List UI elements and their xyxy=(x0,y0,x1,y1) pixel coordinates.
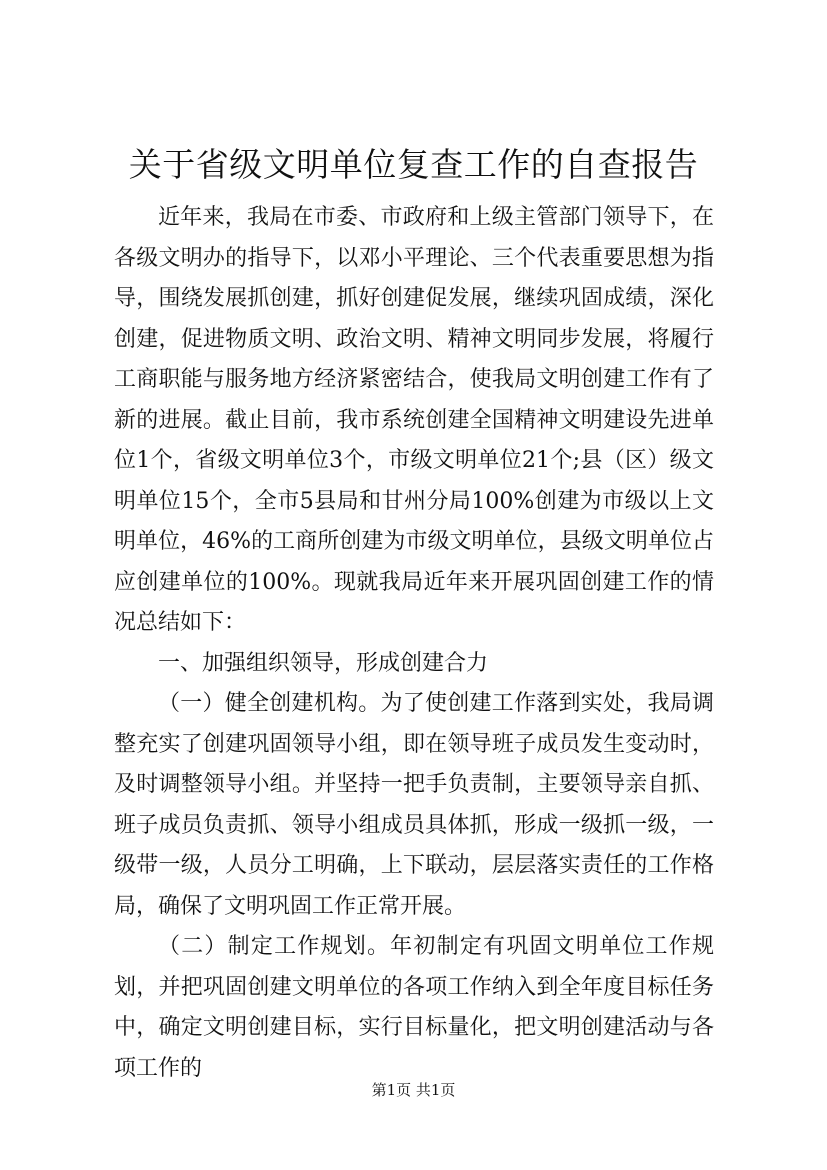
section-heading-1: 一、加强组织领导，形成创建合力 xyxy=(158,650,489,676)
paragraph-intro: 近年来，我局在市委、市政府和上级主管部门领导下，在各级文明办的指导下，以邓小平理论、三个代表重要思想为指导，围绕发展抓创建，抓好创建促发展，继续巩固成绩，深化创建，促进物质文明、政治文明、精神文明同步发展，将履行工商职能与服务地方经济紧密结合，使我局文明创建工作有了新的进展。截止目前，我市系统创建全国精神文明建设先进单位1个，省级文明单位3个，市级文明单位21个;县（区）级文明单位15个，全市5县局和甘州分局100%创建为市级以上文明单位，46%的工商所创建为市级文明单位，县级文明单位占应创建单位的100%。现就我局近年来开展巩固创建工作的情况总结如下： xyxy=(114,205,714,635)
document-body xyxy=(114,198,714,1089)
paragraph-sub-1: （一）健全创建机构。为了使创建工作落到实处，我局调整充实了创建巩固领导小组，即在领导班子成员发生变动时，及时调整领导小组。并坚持一把手负责制，主要领导亲自抓、班子成员负责抓、领导小组成员具体抓，形成一级抓一级，一级带一级，人员分工明确，上下联动，层层落实责任的工作格局，确保了文明巩固工作正常开展。 xyxy=(114,691,714,919)
document-title: 关于省级文明单位复查工作的自查报告 xyxy=(128,145,699,184)
paragraph-sub-2: （二）制定工作规划。年初制定有巩固文明单位工作规划，并把巩固创建文明单位的各项工作纳入到全年度目标任务中，确定文明创建目标，实行目标量化，把文明创建活动与各项工作的 xyxy=(114,934,714,1081)
page-footer: 第1页 共1页 xyxy=(371,1081,456,1099)
